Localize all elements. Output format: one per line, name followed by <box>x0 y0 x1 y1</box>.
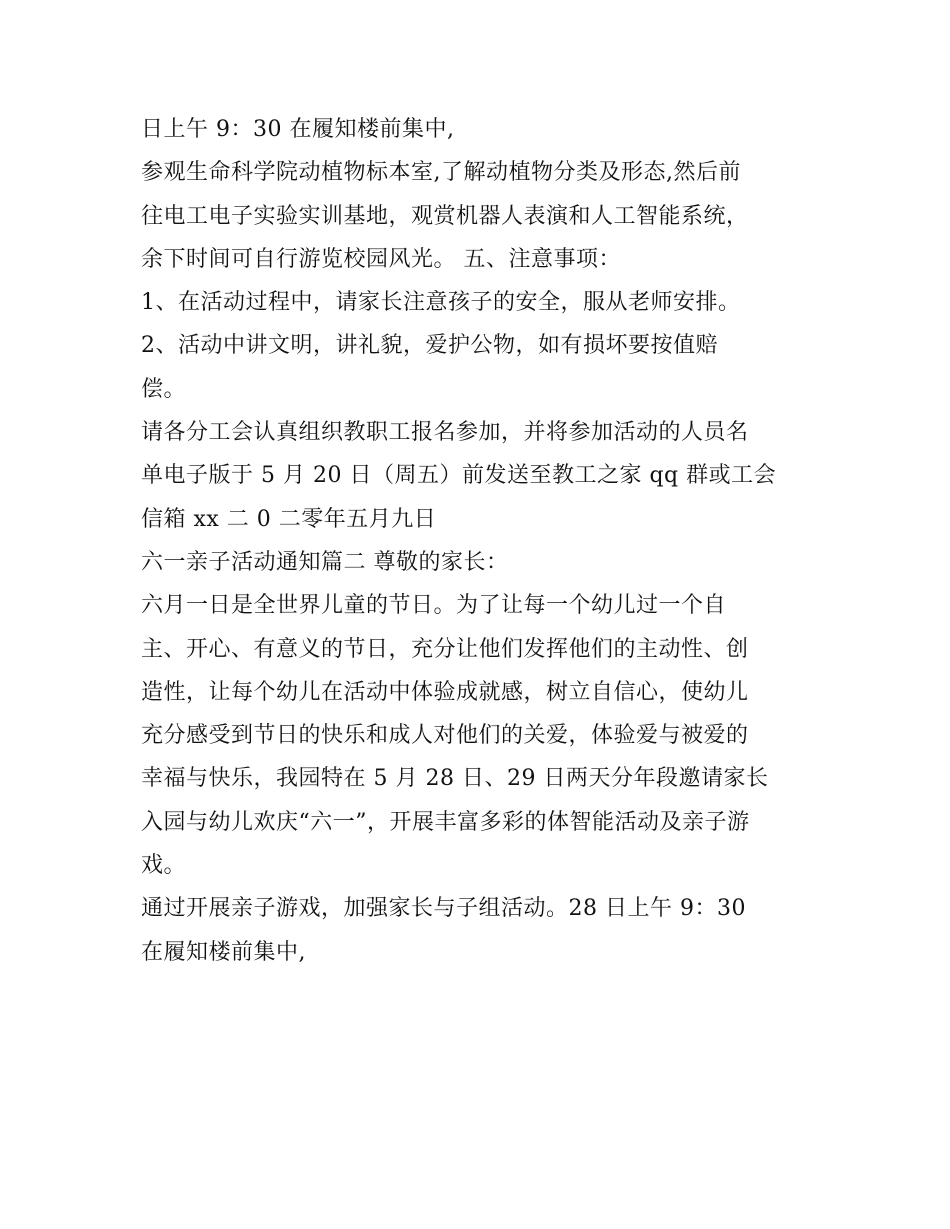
text-line: 在履知楼前集中, <box>141 939 306 965</box>
text-line: 入园与幼儿欢庆“六一”，开展丰富多彩的体智能活动及亲子游 <box>141 809 750 835</box>
text-line: 日上午 9：30 在履知楼前集中, <box>141 117 455 142</box>
text-line: 造性，让每个幼儿在活动中体验成就感，树立自信心，使幼儿 <box>141 679 749 705</box>
document-body <box>141 108 821 974</box>
text-line: 往电工电子实验实训基地，观赏机器人表演和人工智能系统， <box>141 203 749 229</box>
text-line: 六一亲子活动通知篇二 尊敬的家长： <box>141 549 509 575</box>
text-line: 参观生命科学院动植物标本室,了解动植物分类及形态,然后前 <box>141 160 741 186</box>
text-line: 2、活动中讲文明，讲礼貌，爱护公物，如有损坏要按值赔 <box>141 333 718 359</box>
text-line: 通过开展亲子游戏，加强家长与子组活动。28 日上午 9：30 <box>141 896 746 922</box>
text-line: 主、开心、有意义的节日，充分让他们发挥他们的主动性、创 <box>141 636 749 662</box>
text-line: 幸福与快乐，我园特在 5 月 28 日、29 日两天分年段邀请家长 <box>141 766 769 792</box>
text-line: 信箱 xx 二 0 二零年五月九日 <box>141 506 437 532</box>
text-line: 戏。 <box>141 853 187 879</box>
text-line: 六月一日是全世界儿童的节日。为了让每一个幼儿过一个自 <box>141 593 727 619</box>
text-line: 单电子版于 5 月 20 日（周五）前发送至教工之家 qq 群或工会 <box>141 463 777 489</box>
text-line: 请各分工会认真组织教职工报名参加，并将参加活动的人员名 <box>141 420 749 446</box>
text-line: 余下时间可自行游览校园风光。 五、注意事项： <box>141 246 621 272</box>
text-line: 偿。 <box>141 376 187 402</box>
text-line: 充分感受到节日的快乐和成人对他们的关爱，体验爱与被爱的 <box>141 723 749 749</box>
text-line: 1、在活动过程中，请家长注意孩子的安全，服从老师安排。 <box>141 290 741 316</box>
